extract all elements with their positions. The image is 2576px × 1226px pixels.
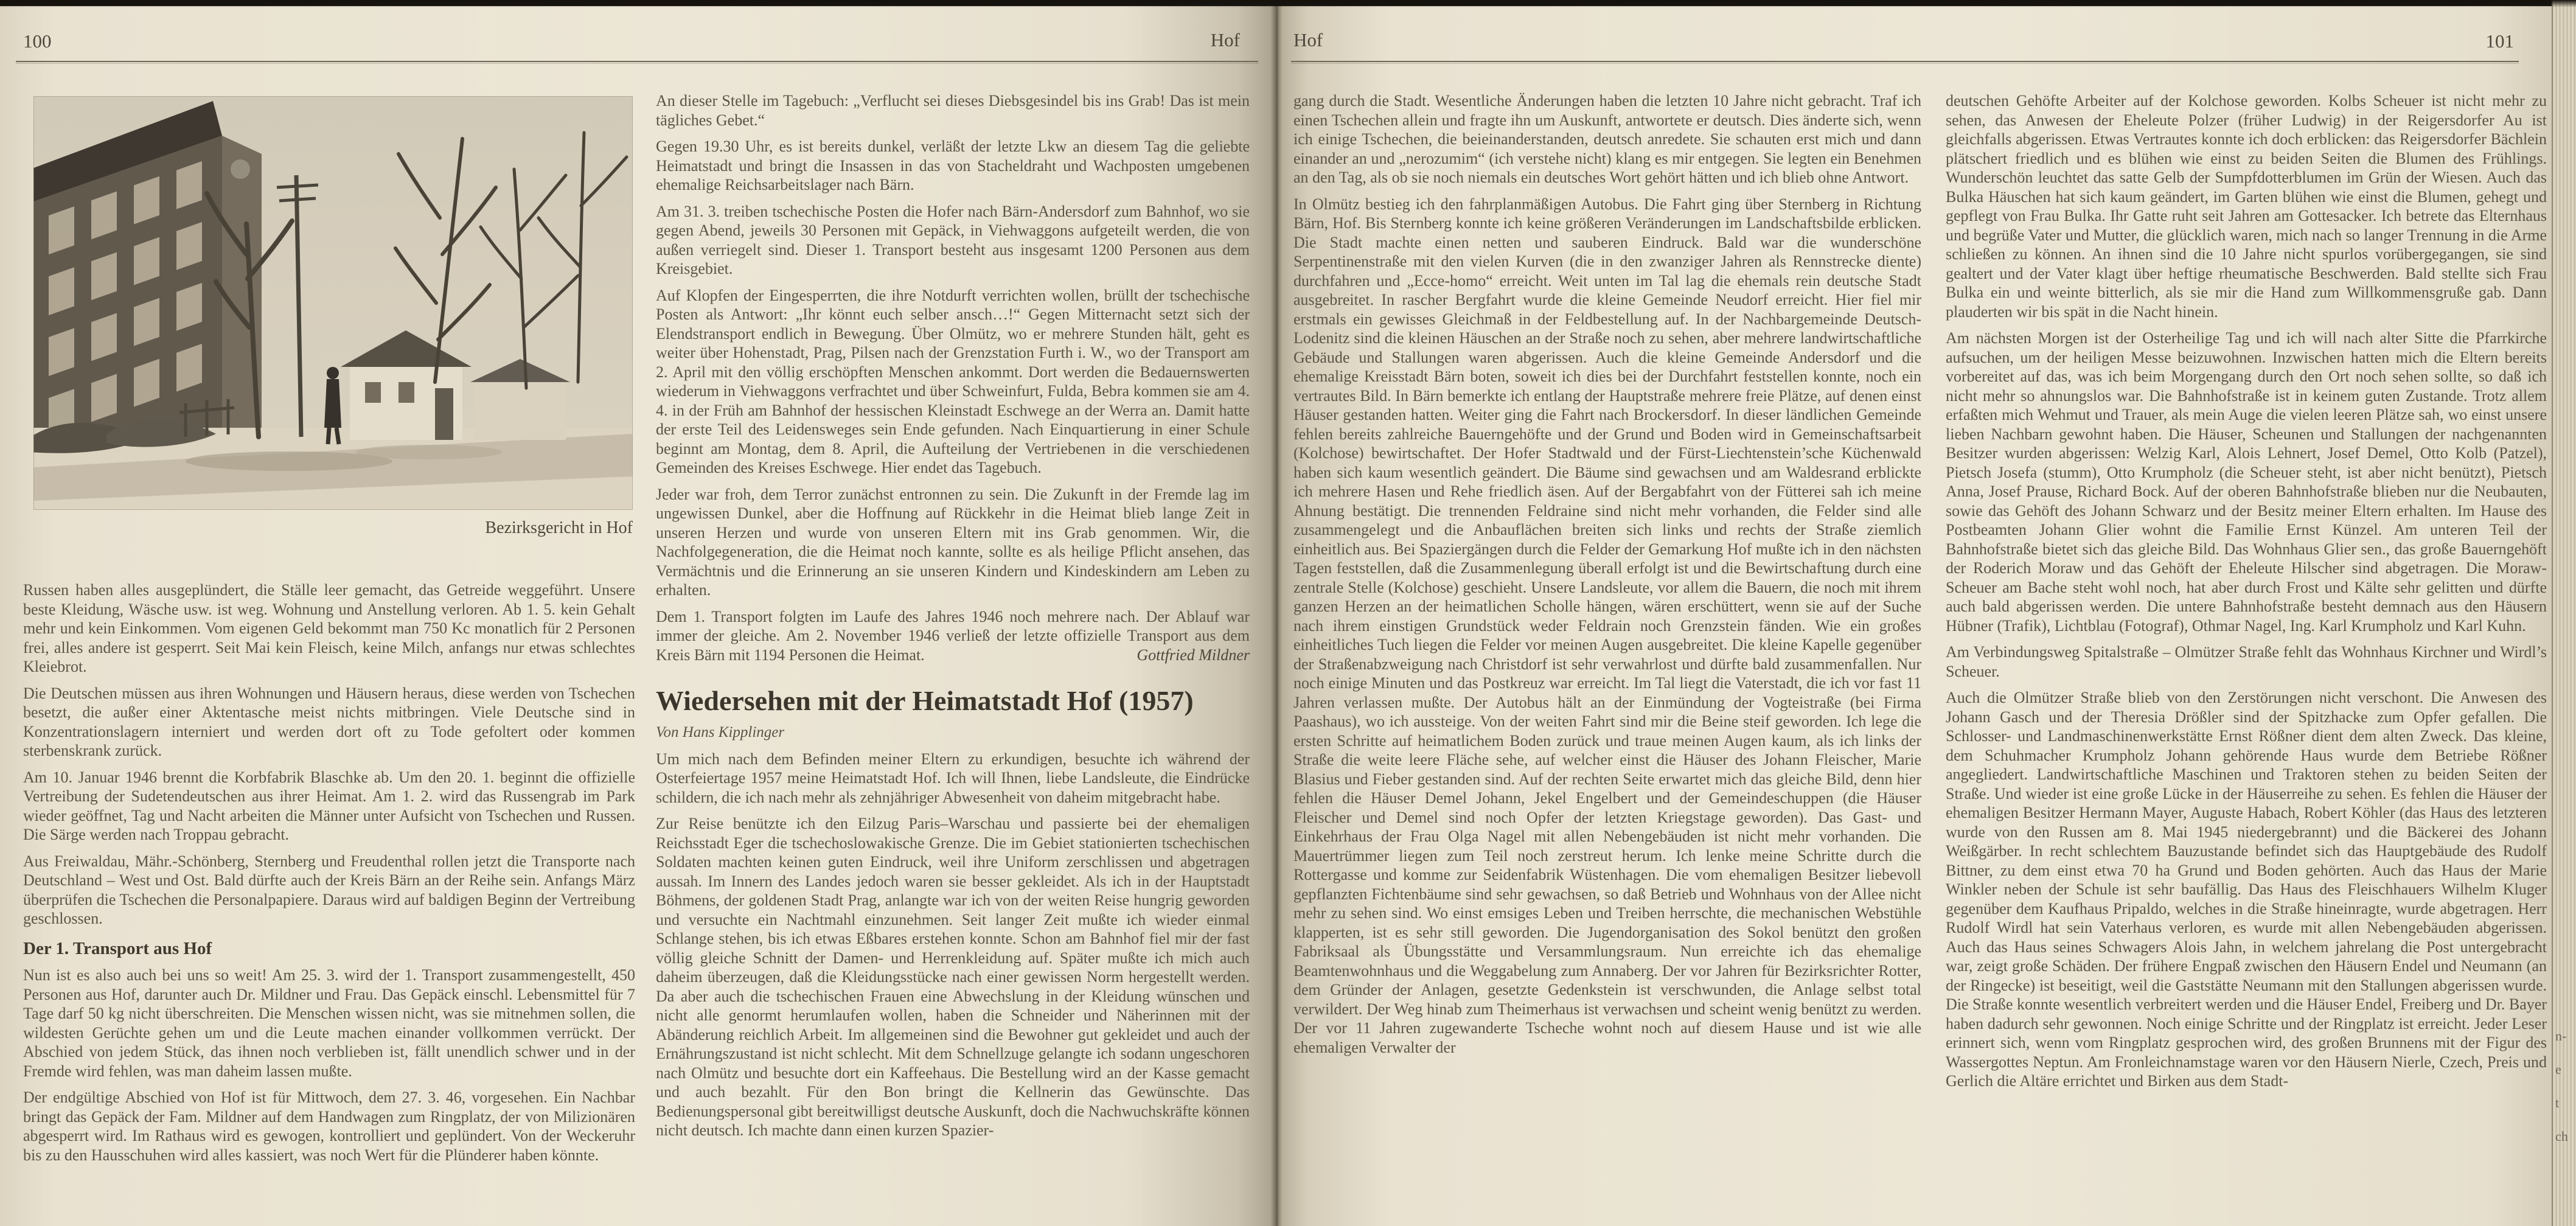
left-page-column-1 (23, 580, 635, 1225)
page-100 (0, 6, 1276, 1226)
paragraph: Auch die Olmützer Straße blieb von den Zerstörungen nicht verschont. Die Anwesen des Johann Gasch und der Theresia Drößler sind der Spitzhacke zum Opfer gefallen. Die Schlosser- und Landmaschinenwerkstätte Ernst Rößner dient dem alten Zweck. Das kleine, dem Schuhmacher Krumpholz Johann gehörende Haus wurde dem Betriebe Rößner angegliedert. Landwirtschaftliche Maschinen und Traktoren stehen zu beiden Seiten der Straße. Und wieder ist eine große Lücke in der Häuserreihe zu sehen. Es fehlen die Häuser der ehemaligen Besitzer Hermann Mayer, Auguste Habach, Robert Köhler (das Haus des letzteren wurde von den Russen am 8. Mai 1945 niedergebrannt) und die Bäckerei des Johann Weißgärber. In recht schlechtem Bauzustande befindet sich das Hauptgebäude des Rudolf Bittner, zu dem einst etwa 70 ha Grund und Boden gehörten. Auch das Haus der Marie Winkler neben der Schule ist sehr baufällig. Das Haus des Fleischhauers Wilhelm Kluger gegenüber dem Kaufhaus Pripaldo, welches in die Straße hineinragte, wurde abgetragen. Herr Rudolf Wirdl hat sein Vaterhaus verloren, es wurde mit allen Nebengebäuden abgerissen. Auch das Haus seines Schwagers Alois Jahn, in welchem jahrelang die Post untergebracht war, zeigt große Schäden. Der frühere Engpaß zwischen den Häusern Endel und Neumann (an der Ringecke) ist beseitigt, weil die Gaststätte Neumann mit den Stallungen abgerissen wurde. Die Straße konnte wesentlich verbreitert werden und die Häuser Endel, Freiberg und Dr. Bayer haben dadurch sehr gewonnen. Noch einige Schritte und der Ringplatz ist erreicht. Jeder Leser erinnert sich, wenn vom Ringplatz gesprochen wird, des großen Brunnens mit der Figur des Wassergottes Neptun. Am Fronleichnamstage waren vor den Häusern Nierle, Czech, Preis und Gerlich die Altäre errichtet und Birken aus dem Stadt- (1946, 689, 2547, 1090)
paragraph: Um mich nach dem Befinden meiner Eltern zu erkundigen, besuchte ich während der Osterfeiertage 1957 meine Heimatstadt Hof. Ich will Ihnen, liebe Landsleute, die Eindrücke schildern, die ich nach mehr als zehnjähriger Abwesenheit von daheim mitgebracht habe. (656, 750, 1250, 806)
paragraph: deutschen Gehöfte Arbeiter auf der Kolchose geworden. Kolbs Scheuer ist nicht mehr zu sehen, das Anwesen der Eheleute Polzer (früher Ludwig) in der Reigersdorfer Au ist gleichfalls abgerissen. Etwas Vertrautes konnte ich doch erblicken: das Reigersdorfer Bächlein plätschert friedlich und es blühen wie einst zu beiden Seiten die Blumen des Frühlings. Wunderschön leuchtet das satte Gelb der Sumpfdotterblumen im Grün der Wiesen. Auch das Bulka Häuschen hat sich kaum geändert, im Garten blühen wie einst die Blumen, gehegt und gepflegt von Frau Bulka. Ihr Gatte ruht seit Jahren am Gottesacker. Ich betrete das Elternhaus und begrüße Vater und Mutter, die glücklich waren, mich nach so langer Trennung in die Arme schließen zu können. An ihnen sind die 10 Jahre nicht spurlos vorübergegangen, sie sind gealtert und der Vater klagt über heftige rheumatische Beschwerden. Bald stellte sich Frau Bulka ein und weinte bitterlich, als sie mir die Hand zum Willkommensgruße gab. Dann plauderten wir bis spät in die Nacht hinein. (1946, 92, 2547, 321)
paragraph: Jeder war froh, dem Terror zunächst entronnen zu sein. Die Zukunft in der Fremde lag im ungewissen Dunkel, aber die Hoffnung auf Rückkehr in die Heimat blieb lange Zeit in unseren Herzen und wurde von unseren Eltern mit ins Grab genommen. Wir, die Nachfolgegeneration, die die Heimat noch kannte, sollte es als heilige Pflicht ansehen, das Vermächtnis und die Erinnerung an sie unseren Kindern und Kindeskindern am Leben zu erhalten. (656, 485, 1250, 599)
header-rule-right (1291, 61, 2519, 62)
author-signature: Gottfried Mildner (1137, 646, 1250, 664)
page-number-left: 100 (23, 30, 52, 52)
paragraph: Dem 1. Transport folgten im Laufe des Jahres 1946 noch mehrere nach. Der Ablauf war immer der gleiche. Am 2. November 1946 verließ der letzte offizielle Transport aus dem Kreis Bärn mit 1194 Personen die Heimat. Gottfried Mildner (656, 607, 1250, 664)
paragraph: gang durch die Stadt. Wesentliche Änderungen haben die letzten 10 Jahre nicht gebracht. Traf ich einen Tschechen allein und fragte ihn um Auskunft, antwortete er deutsch. Dies änderte sich, wenn ich einige Tschechen, die beieinanderstanden, deutsch anredete. Sie schauten erst mich und dann einander an und „nerozumim“ (ich verstehe nicht) klang es mir entgegen. Sie legten ein Benehmen an den Tag, als ob sie noch niemals ein deutsches Wort gehört hätten und ich blieb ohne Antwort. (1293, 92, 1921, 186)
fore-edge-text-fragment: ch (2555, 1129, 2568, 1144)
paragraph: In Olmütz bestieg ich den fahrplanmäßigen Autobus. Die Fahrt ging über Sternberg in Richtung Bärn, Hof. Bis Sternberg konnte ich keine größeren Veränderungen im Landschaftsbilde erblicken. Die Stadt machte einen netten und sauberen Eindruck. Bald war die wunderschöne Serpentinenstraße mit den vielen Kurven (die in den zwanziger Jahren als Rennstrecke diente) durchfahren und „Ecce-homo“ erreicht. Weit unten im Tal lag die ehemals rein deutsche Stadt ausgebreitet. In rascher Bergfahrt wurde die kleine Gemeinde Neudorf erreicht. Hier fiel mir erstmals ein gewisses Gleichmaß in der Feldbestellung auf. In der Nachbargemeinde Deutsch-Lodenitz sind die kleinen Häuschen an der Straße noch zu sehen, aber mehrere landwirtschaftliche Gebäude und Stallungen waren abgerissen. Auch die kleine Gemeinde Andersdorf und die ehemalige Kreisstadt Bärn boten, soweit ich dies bei der Durchfahrt feststellen konnte, noch ein vertrautes Bild. In Bärn bemerkte ich entlang der Hauptstraße mehrere freie Plätze, auf denen einst Häuser gestanden hatten. Weiter ging die Fahrt nach Brockersdorf. In dieser ländlichen Gemeinde fehlen bereits zahlreiche Bauerngehöfte und der Grund und Boden wird in Gemeinschaftsarbeit (Kolchose) bewirtschaftet. Der Hofer Stadtwald und der Fürst-Liechtenstein’sche Küchenwald haben sich kaum wesentlich geändert. Die Bäume sind gewachsen und am Waldesrand erblickte ich mehrere Hasen und Rehe friedlich äsen. Auf der Bergabfahrt von der Fütterei sah ich meine Ahnung bestätigt. Die trennenden Feldraine sind nicht mehr vorhanden, die Felder sind alle zusammengelegt und die Anbauflächen breiten sich links und rechts der Straße ziemlich einheitlich aus. Bei Spaziergängen durch die Felder der Gemarkung Hof mußte ich in den nächsten Tagen feststellen, daß die Zusammenlegung überall erfolgt ist und die Bewirtschaftung durch eine zentrale Stelle (Kolchose) geschieht. Unsere Landsleute, vor allem die Bauern, die noch mit ihrem ganzen Herzen an der heimatlichen Scholle hängen, wären erschüttert, wenn sie auf der Suche nach ihrem einstigen Grundstück weder Feldrain noch Grenzstein fänden. Wie ein großes einheitliches Tuch liegen die Felder vor meinen Augen ausgebreitet. Die kleine Kapelle gegenüber der Straßenabzweigung nach Christdorf ist sehr verwahrlost und dürfte bald zusammenfallen. Nur noch einige Minuten und das Postkreuz war erreicht. Im Tal liegt die Vaterstadt, die ich vor fast 11 Jahren verlassen mußte. Der Autobus hält an der Einmündung der Vogteistraße (bei Firma Paashaus), wo ich aussteige. Von der weiten Fahrt sind mir die Beine steif geworden. Ich lege die ersten Schritte auf heimatlichem Boden zurück und traue meinen Augen kaum, als ich links der Straße die weite leere Fläche sehe, auf welcher einst die Häuser des Johann Fleischer, Marie Blasius und Fieber gestanden sind. Auf der rechten Seite erwartet mich das gleiche Bild, denn hier fehlen die Häuser Demel Johann, Jekel Engelbert und der Gemeindeschuppen (die Häuser Fleischer und Demel sind noch Opfer der letzten Kriegstage geworden). Das Gast- und Einkehrhaus der Frau Olga Nagel mit allen Nebengebäuden ist nicht mehr vorhanden. Die Mauertrümmer liegen zum Teil noch zerstreut herum. Ich lenke meine Schritte durch die Rottergasse und komme zur Seidenfabrik Wüstenhagen. Die vom ehemaligen Besitzer liebevoll gepflanzten Fichtenbäume sind sehr gewachsen, so daß Betrieb und Wohnhaus von der Allee nicht mehr zu sehen sind. Wo einst emsiges Leben und Treiben herrschte, die mechanischen Webstühle klapperten, ist es sehr still geworden. Die Jugendorganisation des Sokol benützt den großen Fabriksaal als Übungsstätte und Versammlungsraum. Nun erreichte ich das ehemalige Beamtenwohnhaus und die Weggabelung zum Annaberg. Der vor Jahren für Bezirksrichter Rotter, dem Gründer der Anlagen, gesetzte Gedenkstein ist verschwunden, die Anlage selbst total verwildert. Der Weg hinab zum Theimerhaus ist verwachsen und scheint wenig benützt zu werden. Der vor 11 Jahren zugewanderte Tscheche wohnt noch auf diesem Hause und ist wie alle ehemaligen Verwalter der (1293, 195, 1921, 1056)
paragraph: Aus Freiwaldau, Mähr.-Schönberg, Sternberg und Freudenthal rollen jetzt die Transporte nach Deutschland – West und Ost. Bald dürfte auch der Kreis Bärn an der Reihe sein. Anfangs März überprüfen die Tschechen die Personalpapiere. Daraus wird auf baldigen Beginn der Vertreibung geschlossen. (23, 852, 635, 927)
fore-edge-text-fragment: n- (2555, 1028, 2567, 1043)
fore-edge-pages (2552, 0, 2576, 1226)
page-number-right: 101 (2485, 30, 2514, 52)
running-header-right: Hof (1293, 29, 1323, 51)
photo-caption: Bezirksgericht in Hof (485, 518, 633, 537)
paragraph: Am nächsten Morgen ist der Osterheilige Tag und ich will nach alter Sitte die Pfarrkirche aufsuchen, um der heiligen Messe beizuwohnen. Inzwischen hatten mich die Eltern bereits vorbereitet auf das, was ich beim Morgengang durch den Ort noch sehen sollte, so daß ich nicht mehr so ahnungslos war. Die Bahnhofstraße ist in keinem guten Zustande. Trotz allem erfaßten mich Wehmut und Trauer, als mein Auge die vielen leeren Plätze sah, wo einst unsere lieben Nachbarn gewohnt haben. Die Häuser, Scheunen und Stallungen der nachgenannten Besitzer wurden abgerissen: Welzig Karl, Alois Lehnert, Josef Demel, Otto Kolb (Patzel), Pietsch Josefa (stumm), Otto Krumpholz (die Scheuer steht, ist aber nicht benützt), Pietsch Anna, Josef Prause, Richard Bock. Auf der oberen Bahnhofstraße blieben nur die Neubauten, sowie das Gehöft des Johann Schwarz und der Besitz meiner Eltern erhalten. Im Hause des Postbeamten Johann Glier wohnt die Familie Ernst Künzel. Am unteren Teil der Bahnhofstraße bietet sich das gleiche Bild. Das Wohnhaus Glier sen., das große Bauerngehöft der Roderich Moraw und das Gehöft der Eheleute Hilscher sind abgetragen. Die Moraw-Scheuer am Bache steht wohl noch, hat aber durch Frost und Kälte sehr gelitten und dürfte auch bald abgerissen werden. Die untere Bahnhofstraße besteht demnach aus den Häusern Hübner (Trafik), Lichtblau (Fotograf), Othmar Nagel, Ing. Karl Krumpholz und Karl Kuhn. (1946, 329, 2547, 635)
section-heading: Der 1. Transport aus Hof (23, 938, 212, 958)
paragraph: Am 31. 3. treiben tschechische Posten die Hofer nach Bärn-Andersdorf zum Bahnhof, wo sie gegen Abend, jeweils 30 Personen mit Gepäck, in Viehwaggons aufgeteilt werden, die von außen verriegelt sind. Dieser 1. Transport besteht aus insgesamt 1200 Personen aus dem Kreisgebiet. (656, 202, 1250, 277)
right-page-column-2 (1946, 91, 2547, 1224)
paragraph: An dieser Stelle im Tagebuch: „Verflucht sei dieses Diebsgesindel bis ins Grab! Das ist mein tägliches Gebet.“ (656, 92, 1250, 129)
paragraph: Der endgültige Abschied von Hof ist für Mittwoch, dem 27. 3. 46, vorgesehen. Ein Nachbar bringt das Gepäck der Fam. Mildner auf dem Handwagen zum Ringplatz, der von Milizionären abgesperrt wird. Im Rathaus wird es gewogen, kontrolliert und geplündert. Von der Weckeruhr bis zu den Hausschuhen wird alles kassiert, was noch Wert für die Plünderer haben könnte. (23, 1088, 635, 1164)
paragraph: Gegen 19.30 Uhr, es ist bereits dunkel, verläßt der letzte Lkw an diesem Tag die geliebte Heimatstadt und bringt die Insassen in das von Stacheldraht und Wachposten umgebenen ehemalige Reichsarbeitslager nach Bärn. (656, 138, 1250, 193)
paragraph: Auf Klopfen der Eingesperrten, die ihre Notdurft verrichten wollen, brüllt der tschechische Posten als Antwort: „Ihr könnt euch selber ansch…!“ Gegen Mitternacht setzt sich der Elendstransport endlich in Bewegung. Über Olmütz, wo er mehrere Stunden hält, geht es weiter über Hohenstadt, Prag, Pilsen nach der Grenzstation Furth i. W., wo der Transport am 2. April mit den völlig erschöpften Menschen ankommt. Dort werden die Bedauernswerten wiederum in Viehwaggons verfrachtet und über Schweinfurt, Fulda, Bebra kommen sie am 4. 4. in der Früh am Bahnhof der hessischen Kleinstadt Eschwege an der Werra an. Damit hatte der erste Teil des Leidensweges sein Ende gefunden. Nach Einquartierung in einer Schule beginnt am Montag, dem 8. April, die Aufteilung der Vertriebenen in die verschiedenen Gemeinden des Kreises Eschwege. Hier endet das Tagebuch. (656, 286, 1250, 476)
paragraph: Am 10. Januar 1946 brennt die Korbfabrik Blaschke ab. Um den 20. 1. beginnt die offizielle Vertreibung der Sudetendeutschen aus ihrer Heimat. Am 1. 2. wird das Russengrab im Park wieder geöffnet, Tag und Nacht arbeiten die Männer unter Aufsicht von Tschechen und Russen. Die Särge werden nach Troppau gebracht. (23, 768, 635, 843)
photo-illustration (33, 96, 633, 510)
byline: Von Hans Kipplinger (656, 724, 785, 740)
header-rule-left (16, 61, 1258, 62)
bezirksgericht-photo (33, 96, 633, 510)
paragraph: Am Verbindungsweg Spitalstraße – Olmützer Straße fehlt das Wohnhaus Kirchner und Wirdl’s Scheuer. (1946, 643, 2547, 680)
running-header-left: Hof (1210, 29, 1240, 51)
article-title: Wiedersehen mit der Heimatstadt Hof (1957) (656, 685, 1194, 716)
paragraph: Nun ist es also auch bei uns so weit! Am 25. 3. wird der 1. Transport zusammengestellt, 450 Personen aus Hof, darunter auch Dr. Mildner und Frau. Das Gepäck einschl. Lebensmittel für 7 Tage darf 50 kg nicht überschreiten. Die Menschen wissen nicht, was sie mitnehmen sollen, die wildesten Gerüchte gehen um und die Leute machen einander vollkommen verrückt. Der Abschied von jedem Stück, das ihnen noch verblieben ist, fällt unendlich schwer und in der Fremde wird fehlen, was man daheim lassen mußte. (23, 966, 635, 1080)
paragraph: Zur Reise benützte ich den Eilzug Paris–Warschau und passierte bei der ehemaligen Reichsstadt Eger die tschechoslowakische Grenze. Die im Gebiet stationierten tschechischen Soldaten machten keinen guten Eindruck, weil ihre Uniform zerschlissen und abgetragen aussah. Im Innern des Landes jedoch waren sie besser gekleidet. Als ich in der Hauptstadt Böhmens, der goldenen Stadt Prag, anlangte war ich von der weiten Reise hungrig geworden und versuchte ein Nachtmahl einzunehmen. Seit langer Zeit mußte ich wieder einmal Schlange stehen, bis ich etwas Eßbares erstehen konnte. Schon am Bahnhof fiel mir der fast völlig gleiche Schnitt der Damen- und Herrenkleidung auf. Später mußte ich mich auch daheim überzeugen, daß die Kleidungsstücke nach einer gewissen Norm hergestellt werden. Da aber auch die tschechischen Frauen eine Abwechslung in der Kleidung wünschen und nicht alle genormt herumlaufen wollen, haben die Schneider und Näherinnen mit der Abänderung reichlich Arbeit. Im allgemeinen sind die Bewohner gut gekleidet und auch der Ernährungszustand ist nicht schlecht. Mit dem Schnellzuge gelangte ich sodann ungeschoren nach Olmütz und besuchte dort ein Kaffeehaus. Die Bestellung wird an der Kasse gemacht und auch bezahlt. Für den Bon bringt die Kellnerin das Gewünschte. Das Bedienungspersonal gibt bereitwilligst deutsche Auskunft, doch die Nachwuchskräfte können nicht deutsch. Ich machte dann einen kurzen Spazier- (656, 815, 1250, 1139)
paragraph: Russen haben alles ausgeplündert, die Ställe leer gemacht, das Getreide weggeführt. Unsere beste Kleidung, Wäsche usw. ist weg. Wohnung und Anstellung verloren. Ab 1. 5. kein Gehalt mehr und kein Einkommen. Vom eigenen Geld bekommt man 750 Kc monatlich für 2 Personen frei, alles andere ist gesperrt. Seit Mai kein Fleisch, keine Milch, anfangs nur etwas schlechtes Kleiebrot. (23, 581, 635, 675)
book-spread (0, 6, 2553, 1226)
page-101 (1276, 6, 2553, 1226)
scan-edge-shadow (0, 0, 2576, 7)
paragraph: Die Deutschen müssen aus ihren Wohnungen und Häusern heraus, diese werden von Tschechen besetzt, die außer einer Aktentasche meist nichts mitbringen. Viele Deutsche sind in Konzentrationslagern interniert und werden dort oft zu Tode gefoltert oder kommen sterbenskrank zurück. (23, 684, 635, 759)
gutter-shadow (1270, 6, 1283, 1226)
right-page-column-1 (1293, 91, 1921, 1224)
left-page-column-2 (656, 91, 1250, 1224)
fore-edge-text-fragment: e (2555, 1062, 2561, 1077)
fore-edge-text-fragment: t (2555, 1095, 2560, 1110)
